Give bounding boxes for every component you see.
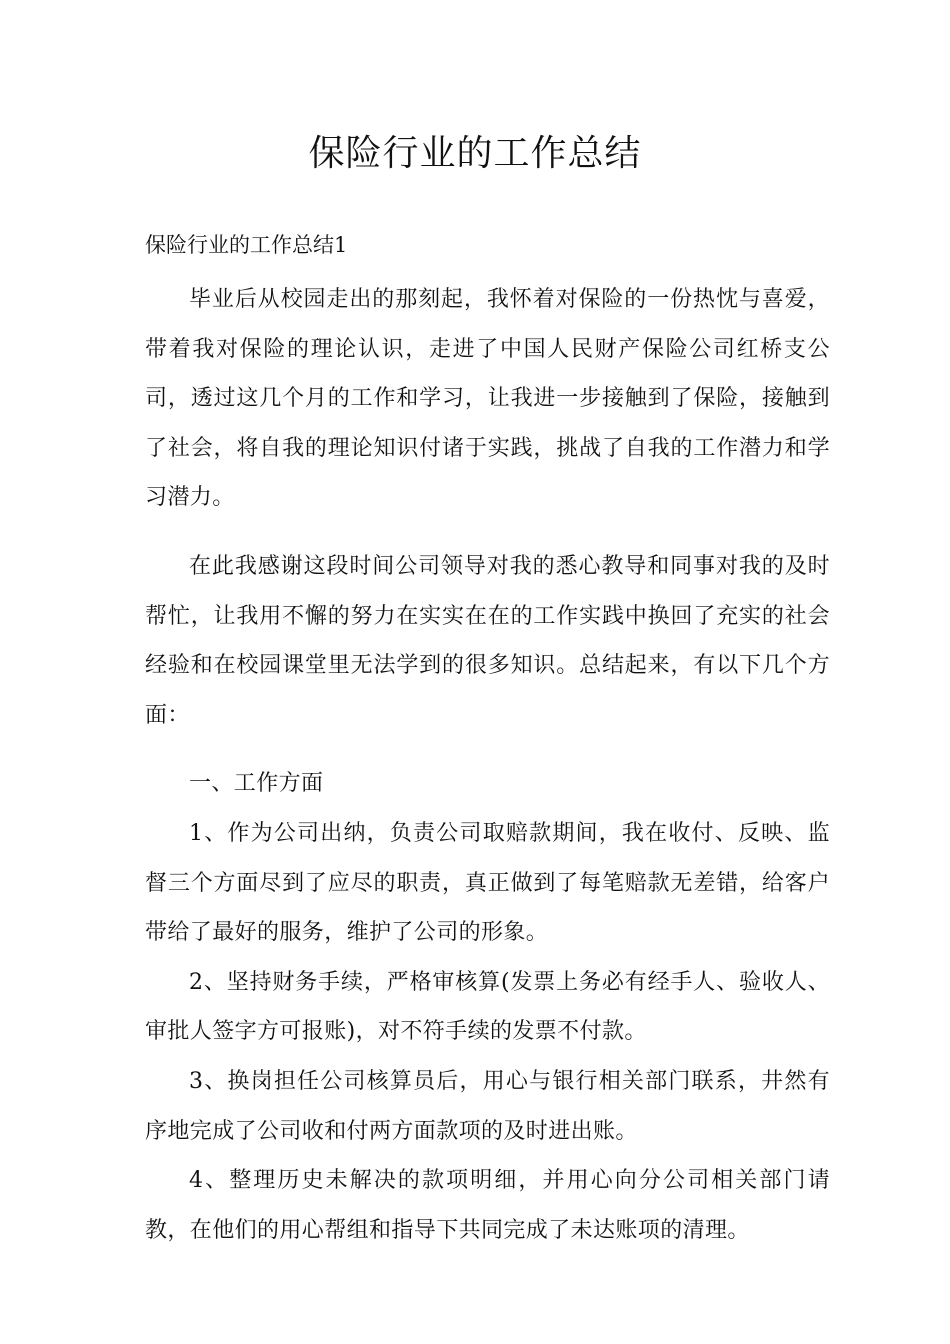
list-item-3: 3、换岗担任公司核算员后，用心与银行相关部门联系，井然有序地完成了公司收和付两方面款项的及时进出账。 [145,1068,830,1144]
list-item-2: 2、坚持财务手续，严格审核算(发票上务必有经手人、验收人、审批人签字方可报账)，对不符手续的发票不付款。 [145,969,830,1045]
list-item-1: 1、作为公司出纳，负责公司取赔款期间，我在收付、反映、监督三个方面尽到了应尽的职责，真正做到了每笔赔款无差错，给客户带给了最好的服务，维护了公司的形象。 [145,820,830,946]
paragraph-thanks: 在此我感谢这段时间公司领导对我的悉心教导和同事对我的及时帮忙，让我用不懈的努力在实实在在的工作实践中换回了充实的社会经验和在校园课堂里无法学到的很多知识。总结起来，有以下几个方面： [145,553,830,728]
section-heading: 保险行业的工作总结1 [145,233,348,257]
paragraph-intro: 毕业后从校园走出的那刻起，我怀着对保险的一份热忱与喜爱，带着我对保险的理论认识，走进了中国人民财产保险公司红桥支公司，透过这几个月的工作和学习，让我进一步接触到了保险，接触到了社会，将自我的理论知识付诸于实践，挑战了自我的工作潜力和学习潜力。 [145,287,830,511]
list-item-4: 4、整理历史未解决的款项明细，并用心向分公司相关部门请教，在他们的用心帮组和指导下共同完成了未达账项的清理。 [145,1168,830,1243]
document-title: 保险行业的工作总结 [308,133,642,174]
subheading-work: 一、工作方面 [189,771,324,797]
